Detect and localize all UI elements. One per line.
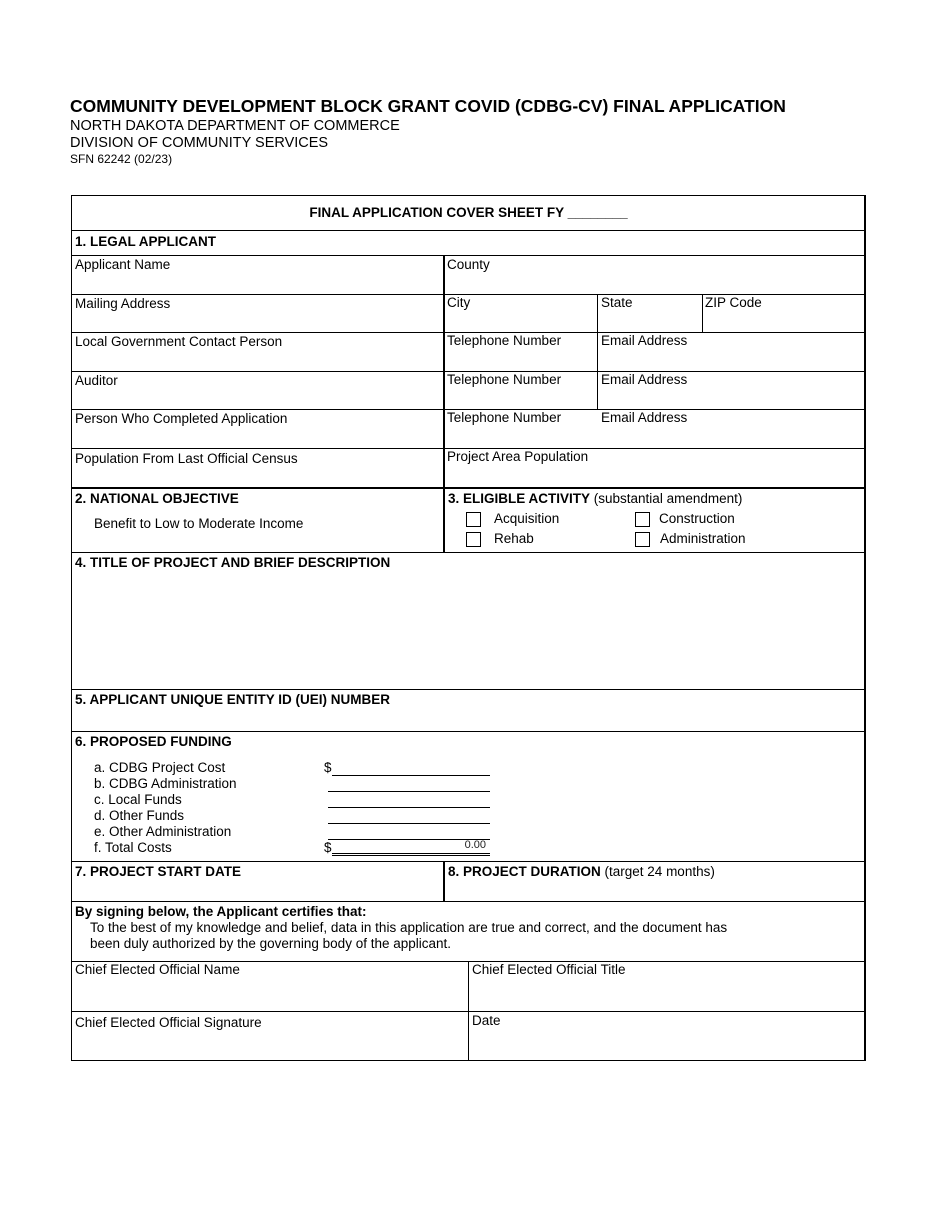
mailing-address-field[interactable]: [72, 295, 443, 332]
form-title: COMMUNITY DEVELOPMENT BLOCK GRANT COVID (CDBG-CV) FINAL APPLICATION: [70, 96, 786, 116]
auditor-email-field[interactable]: [598, 372, 865, 409]
eligible-activity-heading-line: [448, 491, 742, 507]
email-label: Email Address: [601, 372, 688, 387]
division-name: DIVISION OF COMMUNITY SERVICES: [70, 135, 329, 151]
date-field[interactable]: [469, 1012, 865, 1060]
divider: [71, 689, 866, 690]
funding-a-input[interactable]: [332, 775, 490, 776]
telephone-label: Telephone Number: [447, 333, 562, 348]
population-field[interactable]: [72, 449, 443, 487]
national-objective-heading: 2. NATIONAL OBJECTIVE: [75, 491, 239, 506]
email-label: Email Address: [601, 333, 688, 348]
national-objective-value: Benefit to Low to Moderate Income: [94, 516, 304, 531]
funding-b-input[interactable]: [328, 791, 490, 792]
form-number: SFN 62242 (02/23): [70, 152, 173, 166]
administration-label: Administration: [660, 531, 746, 546]
project-duration-heading-line: [448, 864, 715, 880]
divider: [71, 901, 866, 902]
email-label: Email Address: [601, 410, 688, 425]
project-area-population-field[interactable]: [445, 449, 865, 487]
funding-a-label: a. CDBG Project Cost: [94, 760, 226, 775]
zip-code-field[interactable]: [703, 295, 865, 332]
auditor-field[interactable]: [72, 372, 443, 409]
project-title-heading: 4. TITLE OF PROJECT AND BRIEF DESCRIPTION: [75, 555, 391, 570]
telephone-label: Telephone Number: [447, 410, 562, 425]
contact-person-field[interactable]: [72, 333, 443, 371]
funding-f-label: f. Total Costs: [94, 840, 172, 855]
construction-checkbox[interactable]: [635, 512, 650, 527]
certification-text-line1: To the best of my knowledge and belief, data in this application are true and correct, and the document has: [90, 920, 728, 935]
project-duration-field[interactable]: [445, 880, 865, 900]
official-title-field[interactable]: [469, 962, 865, 1011]
applicant-name-label: Applicant Name: [75, 257, 171, 272]
project-duration-heading: 8. PROJECT DURATION: [448, 864, 601, 879]
section-legal-applicant-heading: 1. LEGAL APPLICANT: [75, 234, 217, 249]
state-field[interactable]: [598, 295, 702, 332]
contact-email-field[interactable]: [598, 333, 865, 371]
completed-by-email-field[interactable]: [598, 410, 865, 448]
zip-code-label: ZIP Code: [705, 295, 762, 310]
uei-field[interactable]: [72, 710, 865, 730]
total-costs-value: 0.00: [464, 839, 486, 851]
mailing-address-label: Mailing Address: [75, 296, 171, 311]
city-label: City: [447, 295, 471, 310]
completed-by-label: Person Who Completed Application: [75, 411, 288, 426]
currency-symbol: $: [324, 840, 332, 855]
currency-symbol: $: [324, 760, 332, 775]
eligible-activity-heading: 3. ELIGIBLE ACTIVITY: [448, 491, 591, 506]
total-double-underline: [332, 853, 490, 856]
divider: [71, 731, 866, 732]
project-description-field[interactable]: [72, 573, 865, 688]
certification-text-line2: been duly authorized by the governing body of the applicant.: [90, 936, 452, 951]
project-duration-note: (target 24 months): [604, 864, 715, 879]
divider: [71, 230, 866, 231]
department-name: NORTH DAKOTA DEPARTMENT OF COMMERCE: [70, 118, 400, 134]
divider: [71, 487, 866, 489]
official-name-field[interactable]: [72, 962, 468, 1011]
city-field[interactable]: [445, 295, 597, 332]
completed-by-field[interactable]: [72, 410, 443, 448]
official-signature-field[interactable]: [72, 1012, 468, 1060]
population-label: Population From Last Official Census: [75, 451, 298, 466]
county-label: County: [447, 257, 490, 272]
contact-person-label: Local Government Contact Person: [75, 334, 283, 349]
cover-sheet-title: FINAL APPLICATION COVER SHEET FY ________: [309, 205, 628, 220]
acquisition-checkbox[interactable]: [466, 512, 481, 527]
project-start-date-field[interactable]: [72, 880, 442, 900]
project-area-population-label: Project Area Population: [447, 449, 589, 464]
eligible-activity-note: (substantial amendment): [593, 491, 743, 506]
applicant-name-field[interactable]: [72, 256, 443, 294]
auditor-telephone-field[interactable]: [445, 372, 597, 409]
official-title-label: Chief Elected Official Title: [472, 962, 626, 977]
auditor-label: Auditor: [75, 373, 118, 388]
uei-heading: 5. APPLICANT UNIQUE ENTITY ID (UEI) NUMBER: [75, 692, 391, 707]
telephone-label: Telephone Number: [447, 372, 562, 387]
proposed-funding-heading: 6. PROPOSED FUNDING: [75, 734, 232, 749]
rehab-checkbox[interactable]: [466, 532, 481, 547]
construction-label: Construction: [659, 511, 735, 526]
project-start-date-heading: 7. PROJECT START DATE: [75, 864, 242, 879]
funding-c-input[interactable]: [328, 807, 490, 808]
completed-by-telephone-field[interactable]: [445, 410, 597, 448]
date-label: Date: [472, 1013, 501, 1028]
official-name-label: Chief Elected Official Name: [75, 962, 240, 977]
divider: [71, 552, 866, 553]
funding-b-label: b. CDBG Administration: [94, 776, 237, 791]
funding-d-label: d. Other Funds: [94, 808, 185, 823]
funding-c-label: c. Local Funds: [94, 792, 182, 807]
state-label: State: [601, 295, 633, 310]
contact-telephone-field[interactable]: [445, 333, 597, 371]
administration-checkbox[interactable]: [635, 532, 650, 547]
acquisition-label: Acquisition: [494, 511, 560, 526]
official-signature-label: Chief Elected Official Signature: [75, 1015, 262, 1030]
funding-e-label: e. Other Administration: [94, 824, 232, 839]
certification-heading: By signing below, the Applicant certifies that:: [75, 904, 367, 919]
county-field[interactable]: [445, 256, 865, 294]
rehab-label: Rehab: [494, 531, 534, 546]
funding-d-input[interactable]: [328, 823, 490, 824]
divider: [71, 861, 866, 862]
